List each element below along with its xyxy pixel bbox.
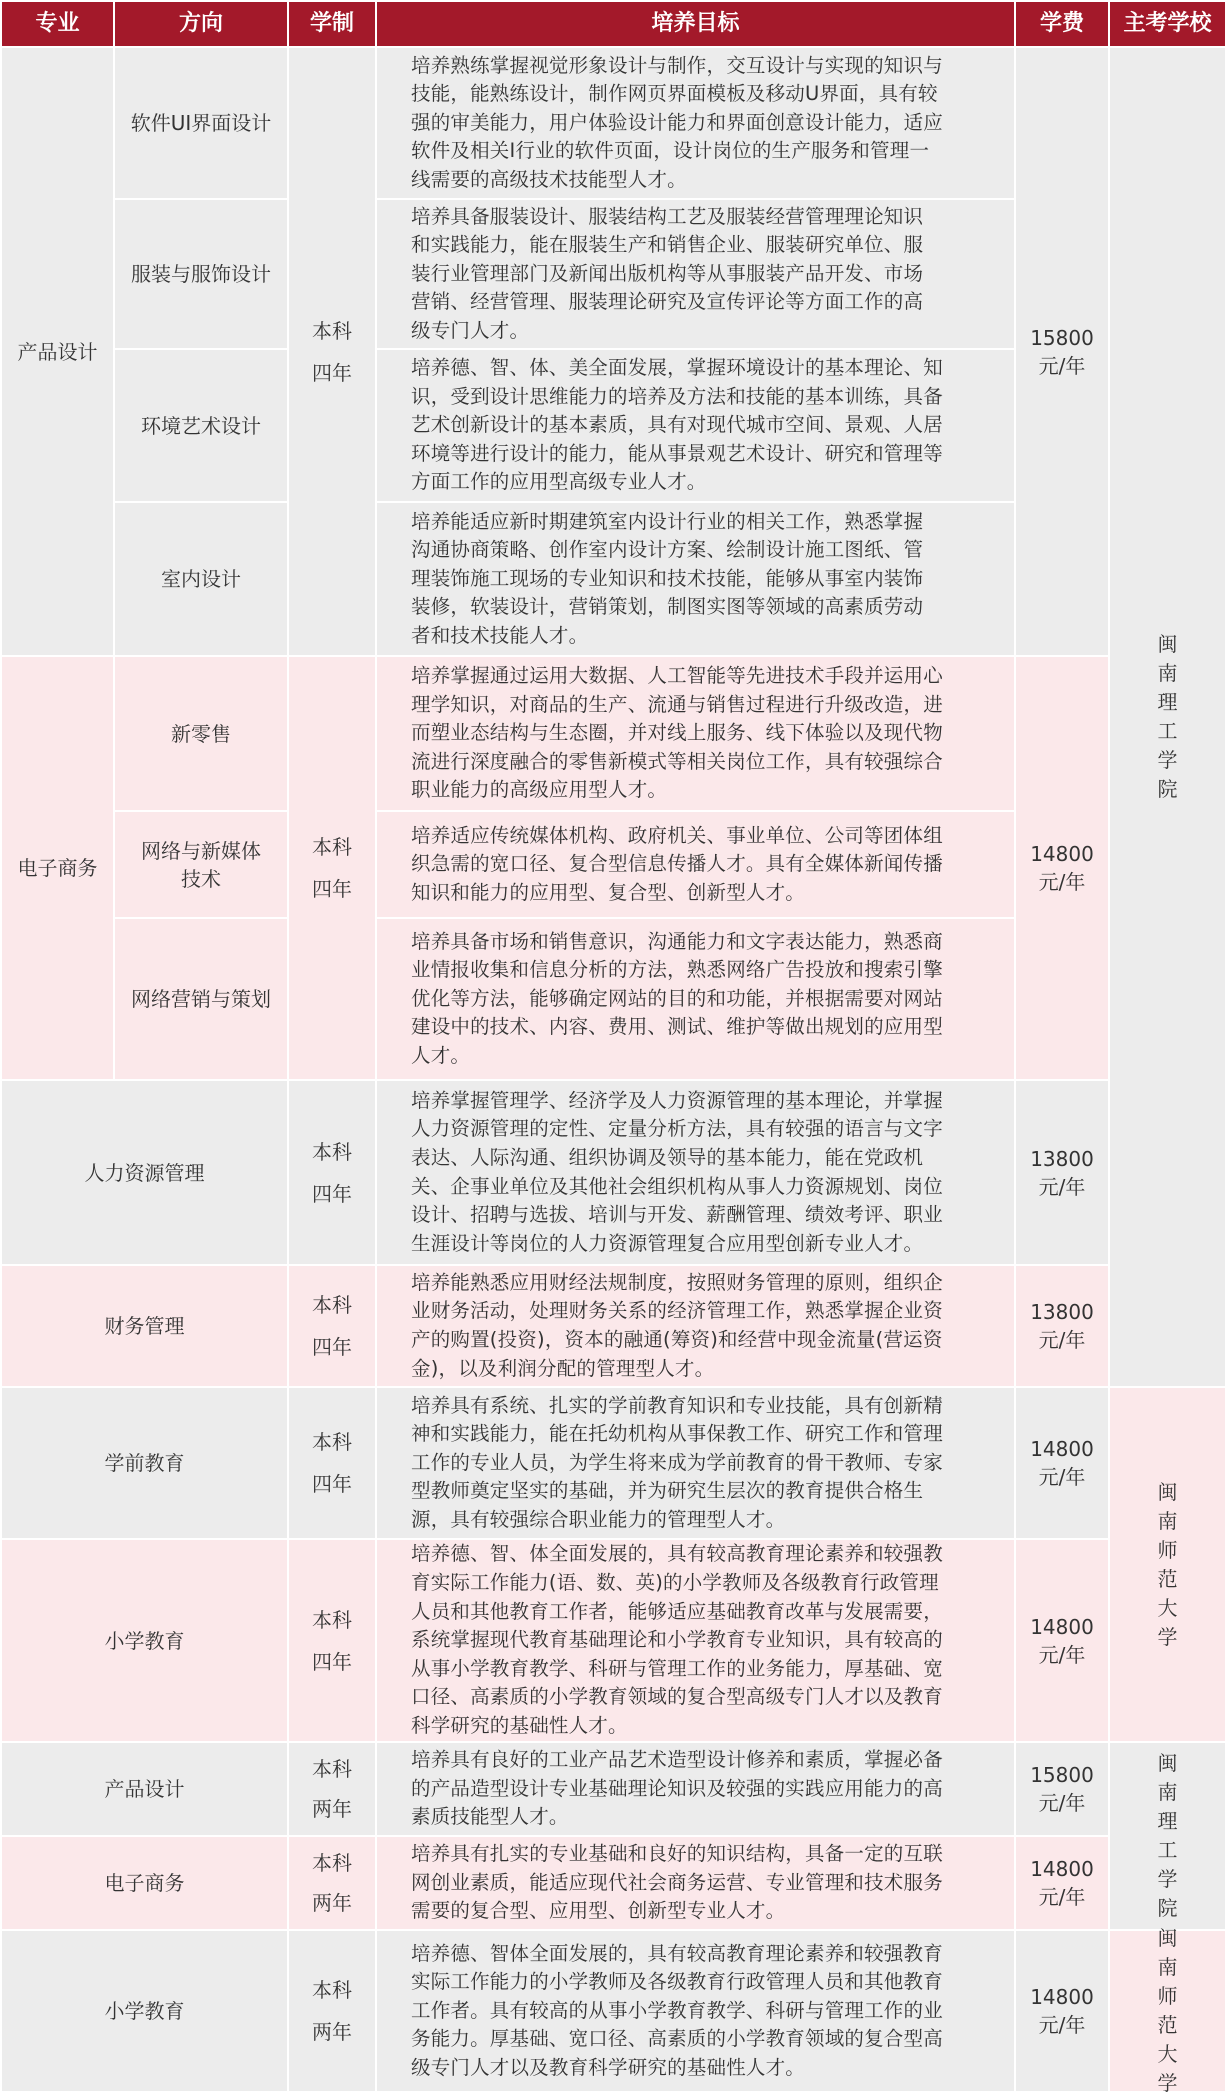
tuition-preschool-education	[1016, 1388, 1108, 1538]
goal-line: 工作的专业人员，为学生将来成为学前教育的骨干教师、专家	[411, 1450, 943, 1474]
goal-line: 技能，能熟练设计，制作网页界面模板及移动U界面，具有较	[411, 82, 938, 106]
goal-line: 产的购置(投资)，资本的融通(筹资)和经营中现金流量(营运资	[411, 1328, 943, 1351]
goal-text	[411, 52, 943, 195]
goal-line: 系统掌握现代教育基础理论和小学教育专业知识，具有较高的	[411, 1628, 943, 1652]
goal-line: 级专门人才。	[411, 318, 530, 342]
tuition-amount: 15800	[1030, 1763, 1094, 1787]
goal-line: 口径、高素质的小学教育领域的复合型高级专门人才以及教育	[411, 1685, 943, 1709]
goal-line: 装行业管理部门及新闻出版机构等从事服装产品开发、市场	[411, 261, 924, 285]
major-primary-education: 小学教育	[2, 1540, 287, 1741]
direction-environment-design: 环境艺术设计	[115, 350, 287, 501]
major-financial-management: 财务管理	[2, 1266, 287, 1386]
goal-line: 优化等方法，能够确定网站的目的和功能，并根据需要对网站	[411, 986, 943, 1010]
goal-line: 流进行深度融合的零售新模式等相关岗位工作，具有较强综合	[411, 749, 943, 773]
duration-primary-education-2yr	[289, 1931, 375, 2091]
tuition-amount: 13800	[1030, 1300, 1094, 1324]
school-name-char: 闽	[1157, 1926, 1178, 1950]
school-name-char: 闽	[1157, 632, 1178, 656]
goal-text	[411, 1540, 943, 1740]
goal-line: 营销、经营管理、服装理论研究及宣传评论等方面工作的高	[411, 290, 924, 314]
tuition-unit: 元/年	[1038, 353, 1086, 378]
duration-years: 两年	[312, 1797, 352, 1821]
goal-text	[411, 354, 943, 497]
goal-line: 培养德、智、体、美全面发展，掌握环境设计的基本理论、知	[411, 356, 943, 380]
major-preschool-education: 学前教育	[2, 1388, 287, 1538]
goal-fashion-design	[377, 200, 1014, 348]
goal-line: 人员和其他教育工作者，能够适应基础教育改革与发展需要，	[411, 1599, 943, 1623]
goal-text	[411, 928, 943, 1071]
duration-level: 本科	[312, 1607, 352, 1632]
tuition-ecommerce	[1016, 657, 1108, 1079]
goal-line: 的产品造型设计专业基础理论知识及较强的实践应用能力的高	[411, 1776, 943, 1800]
school-name-char: 闽	[1157, 1479, 1178, 1504]
goal-primary-education-2yr	[377, 1931, 1014, 2091]
goal-text	[411, 1269, 943, 1383]
goal-line: 科学研究的基础性人才。	[411, 1713, 628, 1737]
school-name-char: 南	[1157, 661, 1178, 685]
duration-level: 本科	[312, 1757, 352, 1781]
goal-ecommerce-2yr	[377, 1837, 1014, 1929]
duration-level: 本科	[312, 1430, 352, 1454]
goal-line: 培养能适应新时期建筑室内设计行业的相关工作，熟悉掌握	[411, 509, 924, 533]
goal-preschool-education	[377, 1388, 1014, 1538]
duration-years: 四年	[312, 877, 352, 901]
goal-line: 人力资源管理的定性、定量分析方法，具有较强的语言与文字	[411, 1117, 943, 1141]
goal-line: 神和实践能力，能在托幼机构从事保教工作、研究工作和管理	[411, 1422, 943, 1446]
school-name-char: 学	[1157, 2071, 1178, 2095]
goal-line: 培养能熟悉应用财经法规制度，按照财务管理的原则，组织企	[411, 1270, 943, 1294]
duration-ecommerce-2yr	[289, 1837, 375, 1929]
school-name-char: 工	[1157, 719, 1178, 743]
goal-line: 者和技术技能人才。	[411, 623, 589, 647]
goal-line: 方面工作的应用型高级专业人才。	[411, 470, 707, 494]
tuition-amount: 14800	[1030, 1985, 1094, 2009]
tuition-unit: 元/年	[1038, 1885, 1086, 1909]
goal-line: 织急需的宽口径、复合型信息传播人才。具有全媒体新闻传播	[411, 852, 943, 876]
school-name-char: 院	[1157, 777, 1178, 801]
goal-text	[411, 508, 923, 651]
goal-product-design-2yr	[377, 1743, 1014, 1835]
direction-ui-design: 软件UI界面设计	[115, 48, 287, 198]
tuition-amount: 14800	[1030, 1857, 1094, 1881]
goal-line: 业情报收集和信息分析的方法，熟悉网络广告投放和搜索引擎	[411, 958, 943, 982]
goal-line: 培养熟练掌握视觉形象设计与制作，交互设计与实现的知识与	[411, 53, 943, 77]
goal-line: 培养具有扎实的专业基础和良好的知识结构，具备一定的互联	[411, 1842, 943, 1866]
tuition-unit: 元/年	[1038, 1791, 1086, 1815]
major-hr-management: 人力资源管理	[2, 1081, 287, 1264]
school-name-char: 师	[1157, 1537, 1178, 1562]
goal-text	[411, 1746, 943, 1832]
tuition-financial-management	[1016, 1266, 1108, 1386]
major-primary-education-2yr: 小学教育	[2, 1931, 287, 2091]
school-name-char: 理	[1157, 690, 1178, 714]
duration-hr-management	[289, 1081, 375, 1264]
tuition-product-design	[1016, 48, 1108, 655]
goal-line: 培养适应传统媒体机构、政府机关、事业单位、公司等团体组	[411, 823, 943, 847]
tuition-unit: 元/年	[1038, 2013, 1086, 2037]
goal-line: 人才。	[411, 1043, 471, 1067]
duration-product-design-2yr	[289, 1743, 375, 1835]
goal-line: 金)，以及利润分配的管理型人才。	[411, 1356, 715, 1380]
goal-interior-design	[377, 503, 1014, 655]
school-name-char: 南	[1157, 1955, 1178, 1979]
direction-line: 网络与新媒体	[141, 838, 261, 863]
duration-ecommerce	[289, 657, 375, 1079]
direction-online-marketing: 网络营销与策划	[115, 919, 287, 1079]
header-duration: 学制	[289, 2, 375, 46]
school-name-char: 学	[1157, 1867, 1178, 1891]
duration-preschool-education	[289, 1388, 375, 1538]
duration-level: 本科	[312, 1139, 352, 1164]
goal-financial-management	[377, 1266, 1014, 1386]
tuition-hr-management	[1016, 1081, 1108, 1264]
goal-line: 建设中的技术、内容、费用、测试、维护等做出规划的应用型	[411, 1015, 943, 1039]
goal-line: 环境等进行设计的能力，能从事景观艺术设计、研究和管理等	[411, 441, 943, 465]
duration-years: 四年	[312, 1472, 352, 1496]
school-char	[1158, 1924, 1178, 2098]
goal-line: 从事小学教育教学、科研与管理工作的业务能力，厚基础、宽	[411, 1656, 943, 1680]
goal-text	[411, 203, 923, 346]
duration-years: 四年	[312, 1649, 352, 1674]
school-name-char: 院	[1157, 1896, 1178, 1920]
duration-level: 本科	[312, 1851, 352, 1875]
header-tuition: 学费	[1016, 2, 1108, 46]
goal-line: 沟通协商策略、创作室内设计方案、绘制设计施工图纸、管	[411, 538, 924, 562]
goal-line: 型教师奠定坚实的基础，并为研究生层次的教育提供合格生	[411, 1479, 924, 1503]
tuition-unit: 元/年	[1038, 1174, 1086, 1199]
tuition-amount: 13800	[1030, 1146, 1094, 1171]
goal-line: 务能力。厚基础、宽口径、高素质的小学教育领域的复合型高	[411, 2027, 943, 2051]
school-name-char: 南	[1157, 1780, 1178, 1804]
goal-line: 理装饰施工现场的专业知识和技术技能，能够从事室内装饰	[411, 566, 924, 590]
goal-line: 级专门人才以及教育科学研究的基础性人才。	[411, 2055, 806, 2079]
goal-line: 培养掌握管理学、经济学及人力资源管理的基本理论，并掌握	[411, 1088, 943, 1112]
goal-line: 素质技能型人才。	[411, 1805, 569, 1829]
goal-hr-management	[377, 1081, 1014, 1264]
goal-line: 培养德、智体全面发展的，具有较高教育理论素养和较强教育	[411, 1941, 943, 1965]
goal-ui-design	[377, 48, 1014, 198]
school-name-char: 闽	[1157, 1751, 1178, 1775]
goal-text	[411, 822, 943, 908]
goal-line: 艺术创新设计的基本素质，具有对现代城市空间、景观、人居	[411, 413, 943, 437]
major-ecommerce-2yr: 电子商务	[2, 1837, 287, 1929]
tuition-amount: 15800	[1030, 325, 1094, 350]
goal-line: 需要的复合型、应用型、创新型专业人才。	[411, 1899, 786, 1923]
goal-text	[411, 1940, 943, 2083]
school-name-char: 范	[1157, 2013, 1178, 2037]
goal-line: 识，受到设计思维能力的培养及方法和技能的基本训练，具备	[411, 384, 943, 408]
duration-years: 四年	[312, 1181, 352, 1206]
goal-online-marketing	[377, 919, 1014, 1079]
goal-text	[411, 1392, 943, 1535]
tuition-unit: 元/年	[1038, 1642, 1086, 1667]
goal-line: 设计、招聘与选拔、培训与开发、薪酬管理、绩效考评、职业	[411, 1203, 943, 1227]
goal-line: 实际工作能力的小学教师及各级教育行政管理人员和其他教育	[411, 1970, 943, 1994]
tuition-unit: 元/年	[1038, 1465, 1086, 1489]
school-name-char: 南	[1157, 1508, 1178, 1533]
header-major: 专业	[2, 2, 113, 46]
goal-primary-education	[377, 1540, 1014, 1741]
tuition-ecommerce-2yr	[1016, 1837, 1108, 1929]
goal-line: 源，具有较强综合职业能力的管理型人才。	[411, 1507, 786, 1531]
tuition-unit: 元/年	[1038, 1328, 1086, 1352]
header-school: 主考学校	[1110, 2, 1225, 46]
school-char	[1158, 630, 1178, 804]
tuition-primary-education	[1016, 1540, 1108, 1741]
goal-line: 和实践能力，能在服装生产和销售企业、服装研究单位、服	[411, 233, 924, 257]
tuition-unit: 元/年	[1038, 870, 1086, 894]
school-name-char: 学	[1157, 1624, 1178, 1649]
school-name-char: 学	[1157, 748, 1178, 772]
goal-line: 而塑业态结构与生态圈，并对线上服务、线下体验以及现代物	[411, 721, 943, 745]
duration-financial-management	[289, 1266, 375, 1386]
tuition-amount: 14800	[1030, 842, 1094, 866]
school-minnan-tech-1	[1110, 48, 1225, 1386]
goal-line: 强的审美能力，用户体验设计能力和界面创意设计能力，适应	[411, 110, 943, 134]
goal-line: 网创业素质，能适应现代社会商务运营、专业管理和技术服务	[411, 1870, 943, 1894]
school-name-char: 工	[1157, 1838, 1178, 1862]
duration-level: 本科	[312, 1293, 352, 1317]
school-minnan-normal-2	[1110, 1926, 1225, 2095]
goal-line: 表达、人际沟通、组织协调及领导的基本能力，能在党政机	[411, 1145, 924, 1169]
goal-line: 关、企事业单位及其他社会组织机构从事人力资源规划、岗位	[411, 1174, 943, 1198]
goal-text	[411, 1840, 943, 1926]
duration-primary-education	[289, 1540, 375, 1741]
goal-text	[411, 662, 943, 805]
tuition-amount: 14800	[1030, 1437, 1094, 1461]
school-name-char: 大	[1157, 2042, 1178, 2066]
tuition-product-design-2yr	[1016, 1743, 1108, 1835]
goal-line: 软件及相关I行业的软件页面，设计岗位的生产服务和管理一	[411, 139, 930, 163]
duration-level: 本科	[312, 835, 352, 859]
school-minnan-tech-2	[1110, 1743, 1225, 1929]
goal-line: 理学知识，对商品的生产、流通与销售过程进行升级改造，进	[411, 692, 943, 716]
goal-line: 育实际工作能力(语、数、英)的小学教师及各级教育行政管理	[411, 1571, 939, 1595]
duration-level: 本科	[312, 1978, 352, 2002]
school-char	[1158, 1478, 1178, 1652]
direction-interior-design: 室内设计	[115, 503, 287, 655]
goal-line: 业财务活动，处理财务关系的经济管理工作，熟悉掌握企业资	[411, 1299, 943, 1323]
tuition-amount: 14800	[1030, 1614, 1094, 1639]
goal-line: 线需要的高级技术技能型人才。	[411, 167, 687, 191]
goal-new-retail	[377, 657, 1014, 810]
major-product-design-2yr: 产品设计	[2, 1743, 287, 1835]
direction-new-media	[115, 812, 287, 917]
school-name-char: 理	[1157, 1809, 1178, 1833]
tuition-primary-education-2yr	[1016, 1931, 1108, 2091]
school-char	[1158, 1749, 1178, 1923]
goal-new-media	[377, 812, 1014, 917]
duration-product-design	[289, 48, 375, 655]
duration-years: 两年	[312, 1891, 352, 1915]
header-direction: 方向	[115, 2, 287, 46]
school-name-char: 大	[1157, 1595, 1178, 1620]
goal-line: 培养具有系统、扎实的学前教育知识和专业技能，具有创新精	[411, 1393, 943, 1417]
school-minnan-normal-1	[1110, 1388, 1225, 1741]
goal-line: 培养具备市场和销售意识，沟通能力和文字表达能力，熟悉商	[411, 929, 943, 953]
goal-line: 知识和能力的应用型、复合型、创新型人才。	[411, 880, 806, 904]
goal-line: 培养具备服装设计、服装结构工艺及服装经营管理理论知识	[411, 204, 924, 228]
goal-line: 装修，软装设计，营销策划，制图实图等领域的高素质劳动	[411, 595, 924, 619]
duration-years: 四年	[312, 360, 352, 385]
goal-text	[411, 1087, 943, 1259]
goal-environment-design	[377, 350, 1014, 501]
major-product-design: 产品设计	[2, 48, 113, 655]
duration-level: 本科	[312, 318, 352, 343]
school-name-char: 师	[1157, 1984, 1178, 2008]
goal-line: 职业能力的高级应用型人才。	[411, 778, 668, 802]
goal-line: 生涯设计等岗位的人力资源管理复合应用型创新专业人才。	[411, 1231, 924, 1255]
direction-new-retail: 新零售	[115, 657, 287, 810]
direction-line: 技术	[181, 866, 221, 891]
goal-line: 培养掌握通过运用大数据、人工智能等先进技术手段并运用心	[411, 664, 943, 688]
duration-years: 两年	[312, 2020, 352, 2044]
duration-years: 四年	[312, 1335, 352, 1359]
school-name-char: 范	[1157, 1566, 1178, 1591]
major-ecommerce: 电子商务	[2, 657, 113, 1079]
header-goal: 培养目标	[377, 2, 1014, 46]
direction-fashion-design: 服装与服饰设计	[115, 200, 287, 348]
goal-line: 培养德、智、体全面发展的，具有较高教育理论素养和较强教	[411, 1542, 943, 1566]
goal-line: 工作者。具有较高的从事小学教育教学、科研与管理工作的业	[411, 1998, 943, 2022]
goal-line: 培养具有良好的工业产品艺术造型设计修养和素质，掌握必备	[411, 1748, 943, 1772]
